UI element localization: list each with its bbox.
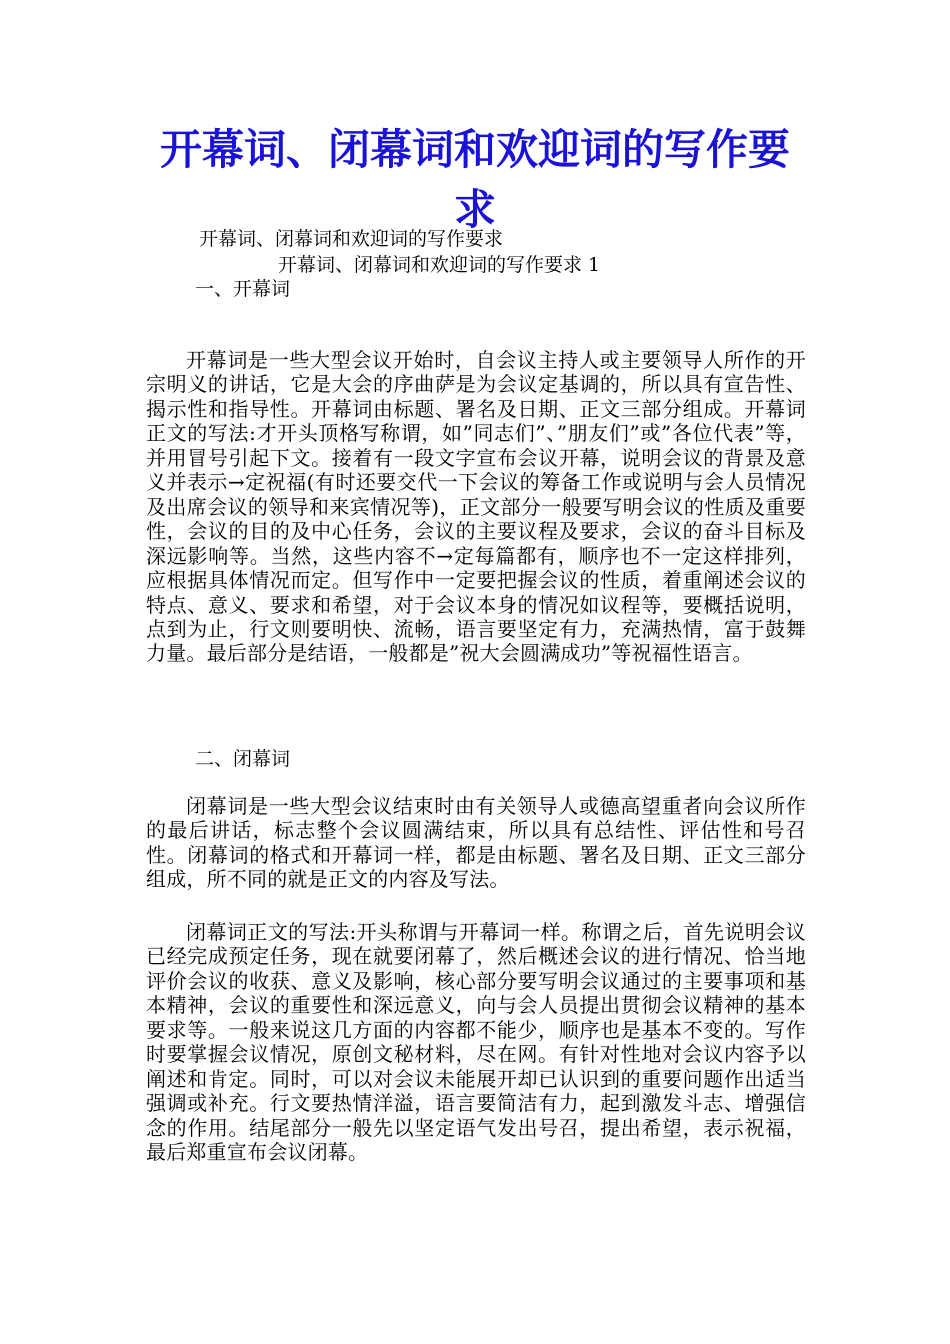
section-heading-opening: 一、开幕词 [195,278,291,300]
paragraph-closing-speech-intro: 闭幕词是一些大型会议结束时由有关领导人或德高望重者向会议所作的最后讲话，标志整个会议圆满结束，所以具有总结性、评估性和号召性。闭幕词的格式和开幕词一样，都是由标题、署名及日期、正文三部分组成，所不同的就是正文的内容及写法。 [146,794,806,892]
paragraph-opening-speech: 开幕词是一些大型会议开始时，自会议主持人或主要领导人所作的开宗明义的讲话，它是大会的序曲萨是为会议定基调的，所以具有宣告性、揭示性和指导性。开幕词由标题、署名及日期、正文三部分组成。开幕词正文的写法:才开头顶格写称谓，如”同志们”、”朋友们”或”各位代表”等，并用冒号引起下文。接着有一段文字宣布会议开幕，说明会议的背景及意义并表示→定祝福(有时还要交代一下会议的筹备工作或说明与会人员情况及出席会议的领导和来宾情况等)，正文部分一般要写明会议的性质及重要性，会议的目的及中心任务，会议的主要议程及要求，会议的奋斗目标及深远影响等。当然，这些内容不→定每篇都有，顺序也不一定这样排列，应根据具体情况而定。但写作中一定要把握会议的性质，着重阐述会议的特点、意义、要求和希望，对于会议本身的情况如议程等，要概括说明，点到为止，行文则要明快、流畅，语言要坚定有力，充满热情，富于鼓舞力量。最后部分是结语，一般都是”祝大会圆满成功”等祝福性语言。 [146,348,806,666]
document-title: 开幕词、闭幕词和欢迎词的写作要求 [159,125,790,234]
section-heading-closing: 二、闭幕词 [195,748,291,770]
document-subtitle: 开幕词、闭幕词和欢迎词的写作要求 [199,228,504,250]
document-subtitle-numbered: 开幕词、闭幕词和欢迎词的写作要求 1 [278,254,601,276]
paragraph-closing-speech-body: 闭幕词正文的写法:开头称谓与开幕词一样。称谓之后，首先说明会议已经完成预定任务，现在就要闭幕了，然后概述会议的进行情况、恰当地评价会议的收获、意义及影响，核心部分要写明会议通过的主要事项和基本精神，会议的重要性和深远意义，向与会人员提出贯彻会议精神的基本要求等。一般来说这几方面的内容都不能少，顺序也是基本不变的。写作时要掌握会议情况，原创文秘材料，尽在网。有针对性地对会议内容予以阐述和肯定。同时，可以对会议未能展开却已认识到的重要问题作出适当强调或补充。行文要热情洋溢，语言要简洁有力，起到激发斗志、增强信念的作用。结尾部分一般先以坚定语气发出号召，提出希望，表示祝福，最后郑重宣布会议闭幕。 [146,920,806,1165]
